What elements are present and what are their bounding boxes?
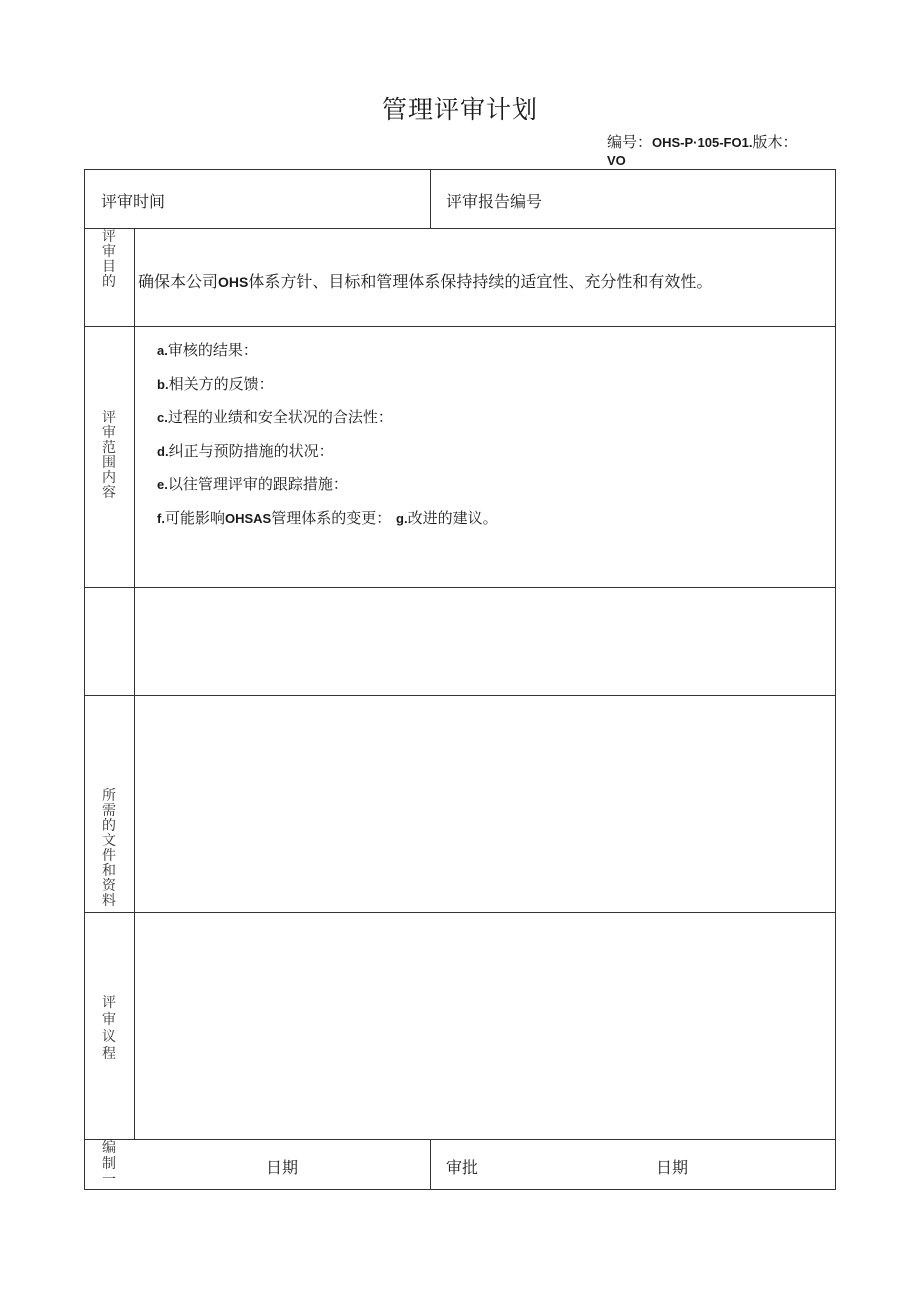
list-item: c.过程的业绩和安全状况的合法性： [157,408,393,427]
scope-list [157,338,498,540]
documents-label: 所 需 的 文 件 和 资 料 [102,788,116,909]
purpose-text: 确保本公司OHS体系方针、目标和管理体系保持持续的适宜性、充分性和有效性。 [138,272,713,291]
code-prefix: 编号： [607,133,653,151]
label-column-divider [134,228,135,1139]
agenda-label: 评 审 议 程 [102,995,116,1062]
column-divider [430,1139,431,1190]
row-divider [84,912,836,913]
review-time-label: 评审时间 [101,192,166,211]
row-divider [84,228,836,229]
list-item: e.以往管理评审的跟踪措施： [157,475,348,494]
page-title: 管理评审计划 [381,95,538,124]
list-item: a.审核的结果： [157,341,258,359]
purpose-label: 评 审 目 的 [102,229,116,290]
version-label: 版木： [752,133,798,151]
list-item: d.纠正与预防措施的状况： [157,441,334,460]
row-divider [84,587,836,588]
list-item: b.相关方的反馈： [157,374,274,393]
approve-label: 审批 [446,1158,479,1177]
date-label: 日期 [266,1158,299,1177]
version-value: VO [607,153,626,168]
scope-label: 评 审 范 围 内 容 [102,410,116,501]
row-divider [84,326,836,327]
compile-label: 编 制 一 [102,1140,116,1188]
approve-date-label: 日期 [656,1158,689,1177]
code-number: OHS-P·105-FO1. [652,135,753,150]
column-divider [430,169,431,228]
document-code [607,133,797,170]
list-item: f.可能影响OHSAS管理体系的变更： g.改进的建议。 [157,508,498,527]
plan-table [84,169,836,1190]
row-divider [84,1139,836,1140]
row-divider [84,695,836,696]
report-number-label: 评审报告编号 [446,192,543,211]
